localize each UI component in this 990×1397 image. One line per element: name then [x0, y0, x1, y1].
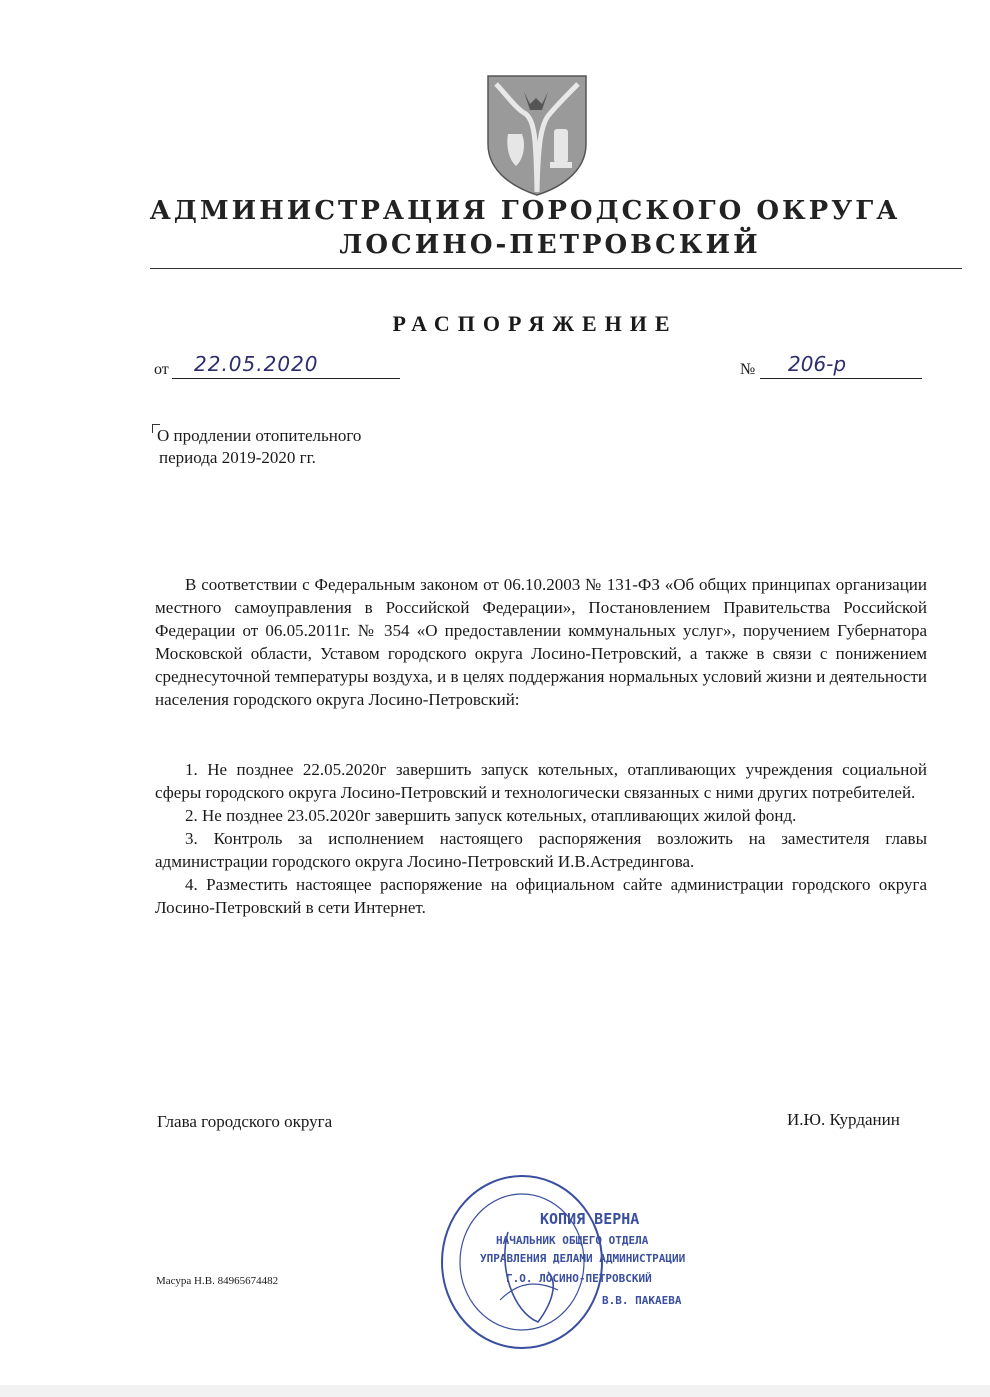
- order-item: 2. Не позднее 23.05.2020г завершить запуск котельных, отапливающих жилой фонд.: [185, 806, 797, 825]
- org-title-line-2: ЛОСИНО-ПЕТРОВСКИЙ: [339, 230, 761, 260]
- signatory-name: И.Ю. Курданин: [787, 1110, 900, 1129]
- header-divider: [150, 268, 962, 269]
- date-label: от: [154, 361, 169, 378]
- stamp-line: В.В. ПАКАЕВА: [602, 1294, 682, 1307]
- stamp-line: УПРАВЛЕНИЯ ДЕЛАМИ АДМИНИСТРАЦИИ: [480, 1252, 686, 1265]
- certified-copy-stamp: [480, 1210, 740, 1320]
- stamp-line: КОПИЯ ВЕРНА: [540, 1210, 640, 1228]
- page-bottom-edge: [0, 1385, 990, 1397]
- order-item: 1. Не позднее 22.05.2020г завершить запуск котельных, отапливающих учреждения социальной сферы городского округа Лосино-Петровский и технологически связанных с ними других потребителей.: [155, 760, 927, 802]
- document-type-heading: РАСПОРЯЖЕНИЕ: [392, 311, 678, 336]
- date-value-handwritten: 22.05.2020: [194, 352, 319, 376]
- subject-line-2: периода 2019-2020 гг.: [159, 448, 316, 467]
- order-items-list: [155, 758, 927, 919]
- signatory-title: Глава городского округа: [157, 1112, 333, 1131]
- executor-contact: Масура Н.В. 84965674482: [156, 1275, 279, 1287]
- number-label: №: [740, 361, 756, 378]
- stamp-line: НАЧАЛЬНИК ОБЩЕГО ОТДЕЛА: [496, 1234, 649, 1247]
- preamble-paragraph: В соответствии с Федеральным законом от 06.10.2003 № 131-ФЗ «Об общих принципах организации местного самоуправления в Российской Федерации», Постановлением Правительства Российской Федерации от 06.05.2011г. № 354 «О предоставлении коммунальных услуг», поручением Губернатора Московской области, Уставом городского округа Лосино-Петровский, а также в связи с понижением среднесуточной температуры воздуха, и в целях поддержания нормальных условий жизни и деятельности населения городского округа Лосино-Петровский:: [155, 575, 927, 709]
- stamp-line: Г.О. ЛОСИНО-ПЕТРОВСКИЙ: [506, 1272, 652, 1285]
- subject-block: [157, 425, 437, 469]
- order-item: 4. Разместить настоящее распоряжение на официальном сайте администрации городского округа Лосино-Петровский в сети Интернет.: [155, 875, 927, 917]
- coat-of-arms-emblem: [486, 74, 588, 196]
- order-item: 3. Контроль за исполнением настоящего распоряжения возложить на заместителя главы администрации городского округа Лосино-Петровский И.В.Астредингова.: [155, 829, 927, 871]
- subject-line-1: О продлении отопительного: [157, 426, 362, 445]
- number-value-handwritten: 206-р: [788, 352, 847, 376]
- org-title-line-1: АДМИНИСТРАЦИЯ ГОРОДСКОГО ОКРУГА: [149, 196, 901, 226]
